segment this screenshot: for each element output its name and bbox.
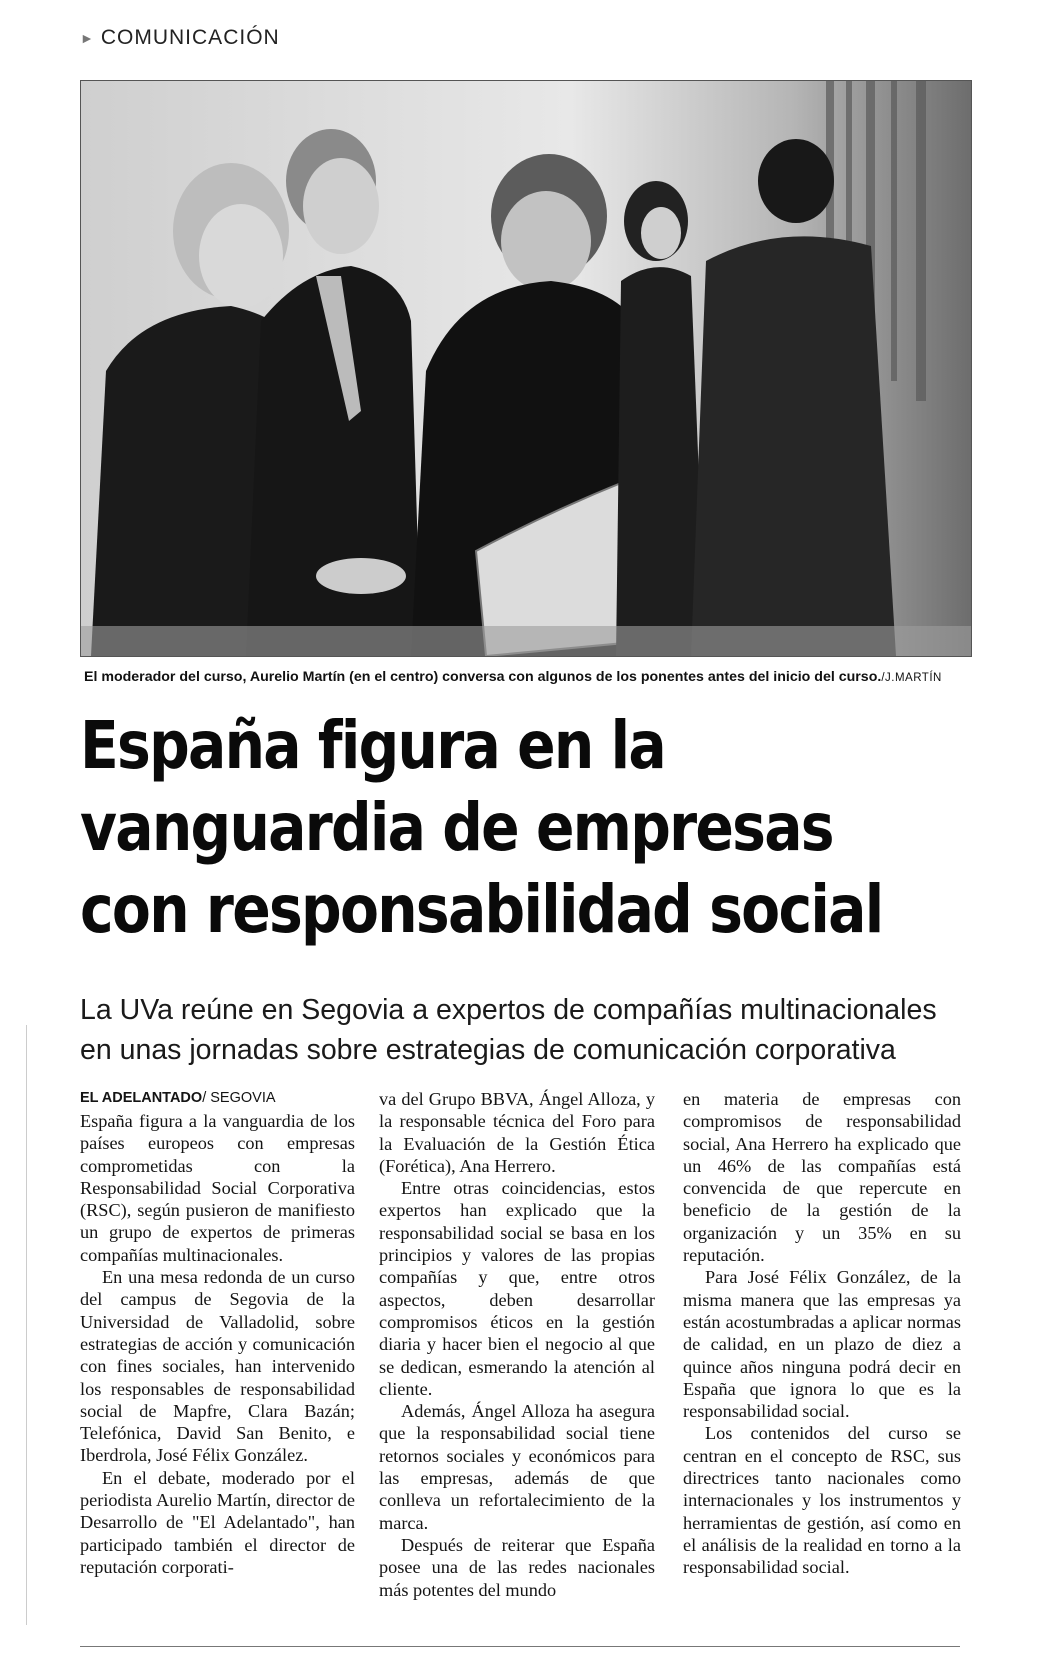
photo-credit: /J.MARTÍN	[881, 672, 942, 684]
paragraph: Además, Ángel Alloza ha asegura que la responsabilidad social tiene retornos sociales y económicos para las empresas, además de que conlleva un refortalecimiento de la marca.	[379, 1401, 655, 1533]
byline-place: / SEGOVIA	[202, 1090, 276, 1106]
paragraph: va del Grupo BBVA, Ángel Alloza, y la responsable técnica del Foro para la Evaluación de la Gestión Ética (Forética), Ana Herrero.	[379, 1089, 655, 1176]
article-photo	[80, 80, 972, 657]
paragraph: Para José Félix González, de la misma manera que las empresas ya están acostumbradas a aplicar normas de calidad, en un plazo de diez a quince años ninguna podrá decir en España que ignora lo que es la responsabilidad social.	[683, 1267, 961, 1422]
headline-line: vanguardia de empresas	[80, 789, 833, 866]
paragraph: Los contenidos del curso se centran en el concepto de RSC, sus directrices tanto nacionales como internacionales y los instrumentos y herramientas de gestión, así como en el análisis de la realidad en torno a la responsabilidad social.	[683, 1423, 961, 1578]
photo-people-icon	[81, 81, 971, 656]
subheadline-line: en unas jornadas sobre estrategias de comunicación corporativa	[80, 1034, 896, 1066]
paragraph: en materia de empresas con compromisos de responsabilidad social, Ana Herrero ha explicado que un 46% de las compañías está convencida de que repercute en beneficio de la gestión de la organización y un 35% en su reputación.	[683, 1089, 961, 1266]
headline-line: con responsabilidad social	[80, 871, 883, 948]
subheadline-line: La UVa reúne en Segovia a expertos de compañías multinacionales	[80, 994, 937, 1026]
headline-line: España figura en la	[80, 707, 665, 784]
paragraph: Después de reiterar que España posee una de las redes nacionales más potentes del mundo	[379, 1534, 655, 1600]
section-label	[80, 26, 280, 50]
body-column-2	[379, 1088, 655, 1601]
byline	[80, 1088, 355, 1108]
subheadline	[80, 990, 980, 1070]
section-label-text: COMUNICACIÓN	[100, 26, 280, 49]
paragraph: Entre otras coincidencias, estos expertos han explicado que la responsabilidad social se basa en los principios y valores de las propias compañías y que, entre otros aspectos, deben desarrollar compromisos éticos en la gestión diaria y hacer bien el negocio al que se dedican, esmerando la atención al cliente.	[379, 1178, 655, 1399]
paragraph: En una mesa redonda de un curso del campus de Segovia de la Universidad de Valladolid, sobre estrategias de acción y comunicación con fines sociales, han intervenido los responsables de responsabilidad social de Mapfre, Clara Bazán; Telefónica, David San Benito, e Iberdrola, José Félix González.	[80, 1267, 355, 1466]
caption-text: El moderador del curso, Aurelio Martín (en el centro) conversa con algunos de los ponentes antes del inicio del curso.	[84, 669, 882, 685]
byline-source: EL ADELANTADO	[80, 1090, 203, 1106]
triangle-arrow-icon: ►	[80, 30, 95, 46]
photo-caption	[84, 669, 984, 685]
paragraph: España figura a la vanguardia de los países europeos con empresas comprometidas con la Responsabilidad Social Corporativa (RSC), según pusieron de manifiesto un grupo de expertos de primeras compañías multinacionales.	[80, 1111, 355, 1265]
paragraph: En el debate, moderado por el periodista Aurelio Martín, director de Desarrollo de "El Adelantado", han participado también el director de reputación corporati-	[80, 1467, 355, 1577]
bottom-rule	[80, 1646, 960, 1647]
headline	[80, 705, 883, 951]
body-column-3	[683, 1088, 961, 1579]
margin-rule	[26, 1025, 27, 1625]
body-column-1	[80, 1088, 355, 1578]
